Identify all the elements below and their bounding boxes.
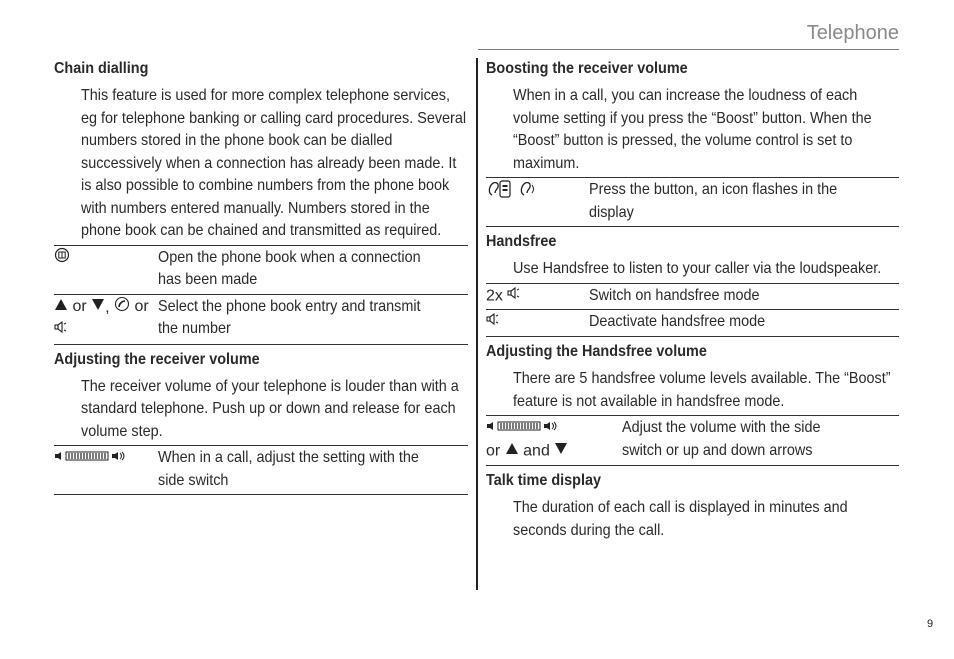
right-column [486, 58, 899, 542]
step-description: Select the phone book entry and transmit the number [158, 297, 421, 337]
boost-heading: Boosting the receiver volume [486, 60, 688, 77]
talk-time-heading: Talk time display [486, 472, 601, 490]
step-description: Switch on handsfree mode [589, 286, 760, 304]
receiver-volume-heading: Adjusting the receiver volume [54, 350, 260, 368]
or-text: or [486, 442, 501, 460]
handsfree-volume-steps [486, 415, 899, 466]
up-arrow-icon [54, 296, 68, 319]
page-title: Telephone [806, 22, 899, 44]
handsfree-steps [486, 283, 899, 338]
receiver-volume-steps [54, 445, 468, 495]
step-description: When in a call, adjust the setting with the side switch [158, 449, 419, 489]
speaker-icon [54, 319, 68, 342]
table-row: or , or Select the phone book entry and transmit the number [54, 294, 468, 344]
step-description: Press the button, an icon flashes in the display [589, 181, 838, 221]
step-description: Adjust the volume with the side switch or up and down arrows [622, 419, 821, 459]
volume-slider-icon [486, 417, 558, 440]
column-divider [476, 58, 478, 590]
boost-ear-icon [486, 179, 538, 207]
page-header [478, 22, 899, 50]
table-row [486, 416, 899, 466]
talk-time-text: The duration of each call is displayed in minutes and seconds during the call. [513, 499, 848, 539]
phone-handset-icon [114, 296, 130, 320]
receiver-volume-section [54, 349, 468, 496]
boost-section [486, 58, 899, 227]
chain-dialling-heading: Chain dialling [54, 60, 149, 77]
handsfree-text: Use Handsfree to listen to your caller via the loudspeaker. [513, 260, 882, 277]
talk-time-section [486, 470, 899, 542]
handsfree-volume-heading: Adjusting the Handsfree volume [486, 343, 707, 361]
receiver-volume-text: The receiver volume of your telephone is louder than with a standard telephone. Push up or down and release for each volume step. [81, 377, 459, 440]
or-text: or [134, 298, 149, 316]
handsfree-volume-text: There are 5 handsfree volume levels available. The “Boost” feature is not available in handsfree mode. [513, 370, 891, 410]
down-arrow-icon [91, 296, 105, 319]
handsfree-heading: Handsfree [486, 233, 557, 250]
up-arrow-icon [505, 440, 519, 463]
chain-dialling-section [54, 58, 468, 345]
table-row [486, 178, 899, 227]
speaker-icon [507, 285, 521, 308]
handsfree-volume-section [486, 341, 899, 466]
step-description: Deactivate handsfree mode [589, 313, 766, 331]
phonebook-icon [54, 247, 70, 271]
chain-dialling-steps [54, 245, 468, 345]
boost-steps [486, 177, 899, 227]
speaker-icon [486, 311, 500, 334]
table-row [486, 310, 899, 337]
table-row [54, 245, 468, 294]
table-row [54, 446, 468, 495]
or-text: or [72, 298, 87, 316]
and-text: and [523, 442, 550, 460]
boost-text: When in a call, you can increase the loudness of each volume setting if you press the “Boost” button. When the “Boost” button is pressed, the volume control is set to maximum. [513, 87, 872, 172]
table-row [486, 283, 899, 310]
chain-dialling-text: This feature is used for more complex telephone services, eg for telephone banking or calling card procedures. Several numbers stored in the phone book can be dialled successively when a connection has already been made. It is also possible to combine numbers from the phone book with numbers entered manually. Numbers stored in the phone book can be chained and transmitted as required. [81, 87, 467, 239]
page-number: 9 [927, 618, 934, 630]
step-description: Open the phone book when a connection has been made [158, 248, 421, 288]
volume-slider-icon [54, 447, 126, 470]
handsfree-section [486, 231, 899, 337]
press-count: 2x [486, 286, 503, 304]
down-arrow-icon [554, 440, 568, 463]
left-column [54, 58, 468, 497]
